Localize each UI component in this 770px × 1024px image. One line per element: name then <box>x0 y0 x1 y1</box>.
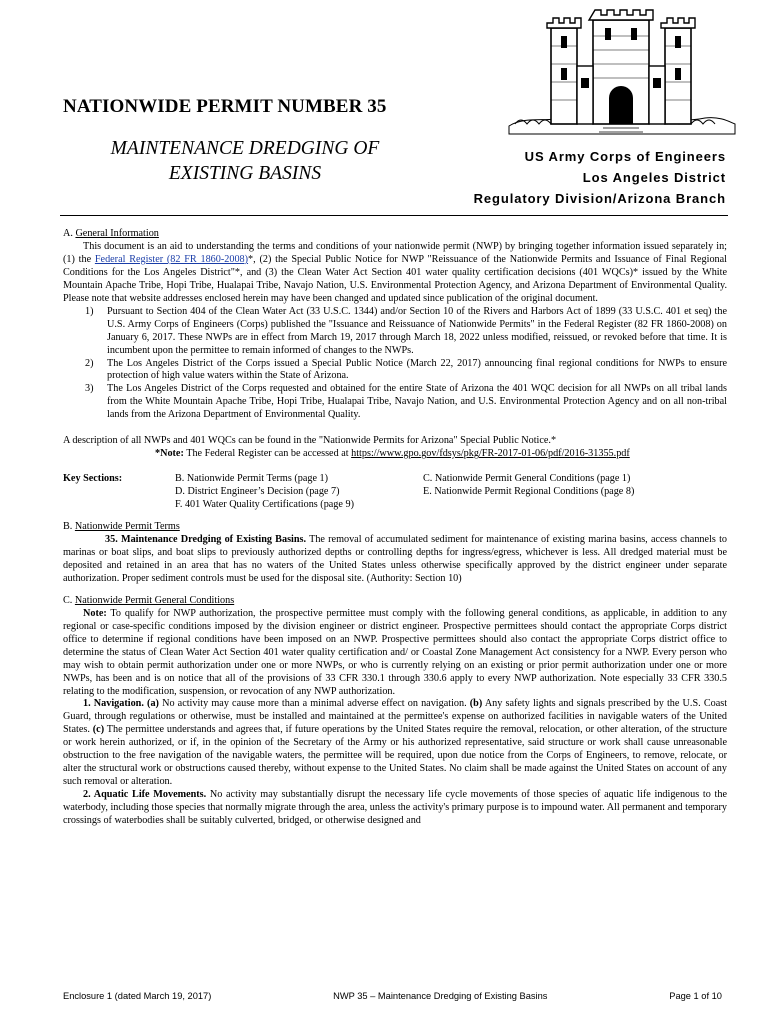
condition-2-aquatic-life: 2. Aquatic Life Movements. No activity may substantially disrupt the necessary life cycle movements of those species of aquatic life indigenous to the waterbody, including those species that normally migrate through the area, unless the activity's primary purpose is to impound water. All permanent and temporary crossings of waterbodies shall be suitably culverted, bridged, or otherwise designed and <box>63 789 727 827</box>
footer-page-number: Page 1 of 10 <box>669 991 722 1001</box>
agency-block <box>474 146 726 209</box>
key-sections-col-1 <box>175 473 423 512</box>
federal-register-note: *Note: The Federal Register can be accessed at https://www.gpo.gov/fdsys/pkg/FR-2017-01-06/pdf/2016-31355.pdf <box>155 448 630 460</box>
key-sections <box>63 473 727 512</box>
section-a-intro: This document is an aid to understanding the terms and conditions of your nationwide permit (NWP) by bringing together information issued separately in; (1) the Federal Register (82 FR 1860-2008)*, (2) the Special Public Notice for NWP "Reissuance of the Nationwide Permits and Issuance of Final Regional Conditions for the Los Angeles District"*, and (3) the Clean Water Act Section 401 water quality certification decisions (401 WQCs)* issued by the White Mountain Apache Tribe, Hopi Tribe, Hualapai Tribe, Navajo Nation, U.S. Environmental Protection Agency, and Arizona Department of Environmental Quality. Please note that website addresses enclosed herein may have been changed and updated since publication of the original document. <box>63 240 728 304</box>
federal-register-link[interactable]: Federal Register (82 FR 1860-2008) <box>94 253 249 265</box>
section-a-heading: A. General Information <box>63 228 159 239</box>
key-section-item: B. Nationwide Permit Terms (page 1) <box>175 473 329 485</box>
header-divider <box>60 215 728 216</box>
subtitle-line-2: EXISTING BASINS <box>168 163 322 184</box>
list-item: 2) The Los Angeles District of the Corps issued a Special Public Notice (March 22, 2017) announcing final regional conditions for NWPs to ensure protection of high value waters within the State of Arizona. <box>85 357 727 382</box>
list-item: 3) The Los Angeles District of the Corps requested and obtained for the entire State of Arizona the 401 WQC decision for all NWPs on all tribal lands from the White Mountain Apache Tribe, Hopi Tribe, Hualapai Tribe, Navajo Nation, and U.S. Environmental Protection Agency and on all non-tribal lands from the Arizona Department of Environmental Quality. <box>85 383 727 421</box>
key-section-item: E. Nationwide Permit Regional Conditions (page 8) <box>423 486 635 498</box>
document-body <box>63 228 727 828</box>
agency-division: Regulatory Division/Arizona Branch <box>473 191 726 206</box>
document-subtitle <box>100 136 390 186</box>
section-c-heading: C. Nationwide Permit General Conditions <box>63 594 235 606</box>
footer-title: NWP 35 – Maintenance Dredging of Existing Basins <box>333 991 548 1001</box>
federal-register-url-link[interactable]: https://www.gpo.gov/fdsys/pkg/FR-2017-01-06/pdf/2016-31355.pdf <box>351 448 630 460</box>
corps-castle-logo <box>505 6 737 138</box>
key-sections-label: Key Sections: <box>63 473 123 485</box>
key-sections-col-2 <box>423 473 727 512</box>
key-section-item: D. District Engineer’s Decision (page 7) <box>175 486 340 498</box>
key-section-item: C. Nationwide Permit General Conditions (page 1) <box>423 473 631 485</box>
agency-name: US Army Corps of Engineers <box>524 149 726 164</box>
subtitle-line-1: MAINTENANCE DREDGING OF <box>110 138 380 159</box>
key-section-item: F. 401 Water Quality Certifications (page 9) <box>175 499 354 511</box>
general-conditions-note: Note: To qualify for NWP authorization, the prospective permittee must comply with the following general conditions, as applicable, in addition to any regional or case-specific conditions imposed by the division engineer or district engineer. Prospective permittees should contact the appropriate Corps district office to determine if regional conditions have been imposed on an NWP. Prospective permittees should also contact the appropriate Corps district office to determine the status of Clean Water Act Section 401 water quality certification and/ or Coastal Zone Management Act consistency for a NWP. Every person who may wish to obtain permit authorization under one or more NWPs, or who is currently relying on an existing or prior permit authorization under one or more NWPs, has been and is on notice that all of the provisions of 33 CFR 330.1 through 330.6 apply to every NWP authorization. Note especially 33 CFR 330.5 relating to the modification, suspension, or revocation of any NWP authorization. <box>63 607 727 697</box>
document-title: NATIONWIDE PERMIT NUMBER 35 <box>63 96 387 117</box>
condition-1-navigation: 1. Navigation. (a) No activity may cause more than a minimal adverse effect on navigation. (b) Any safety lights and signals prescribed by the U.S. Coast Guard, through regulations or otherwise, must be installed and maintained at the permittee's expense on authorized facilities in navigable waters of the United States. (c) The permittee understands and agrees that, if future operations by the United States require the removal, relocation, or other alteration, of the structure or work herein authorized, or if, in the opinion of the Secretary of the Army or his authorized representative, said structure or work shall cause unreasonable obstruction to the free navigation of the navigable waters, the permittee will be required, upon due notice from the Corps of Engineers, to remove, relocate, or alter the structural work or obstructions caused thereby, without expense to the United States. No claim shall be made against the United States on account of any such removal or alteration. <box>63 698 728 788</box>
footer-enclosure: Enclosure 1 (dated March 19, 2017) <box>63 991 212 1001</box>
permit-35-text: 35. Maintenance Dredging of Existing Basins. The removal of accumulated sediment for maintenance of existing marina basins, access channels to marinas or boat slips, and boat slips to previously authorized depths or controlling depths for ingress/egress, whichever is less. All dredged material must be deposited and retained in an area that has no waters of the United States unless otherwise specifically approved by the district engineer under separate authorization. Proper sediment controls must be used for the disposal site. (Authority: Section 10) <box>63 534 727 584</box>
description-line: A description of all NWPs and 401 WQCs can be found in the "Nationwide Permits for Arizona" Special Public Notice.* <box>63 435 557 447</box>
section-b-heading: B. Nationwide Permit Terms <box>63 521 180 533</box>
section-a-list <box>63 306 727 423</box>
list-item: 1) Pursuant to Section 404 of the Clean Water Act (33 U.S.C. 1344) and/or Section 10 of the Rivers and Harbors Act of 1899 (33 U.S.C. 401 et seq) the U.S. Army Corps of Engineers (Corps) published the "Issuance and Reissuance of Nationwide Permits" in the Federal Register (82 FR 1860-2008) on January 6, 2017. These NWPs are in effect from March 19, 2017 through March 18, 2022 unless modified, reissued, or revoked before that time. It is incumbent upon the permittee to remain informed of changes to the NWPs. <box>85 305 727 356</box>
agency-district: Los Angeles District <box>582 170 726 185</box>
page-footer <box>63 991 722 1001</box>
